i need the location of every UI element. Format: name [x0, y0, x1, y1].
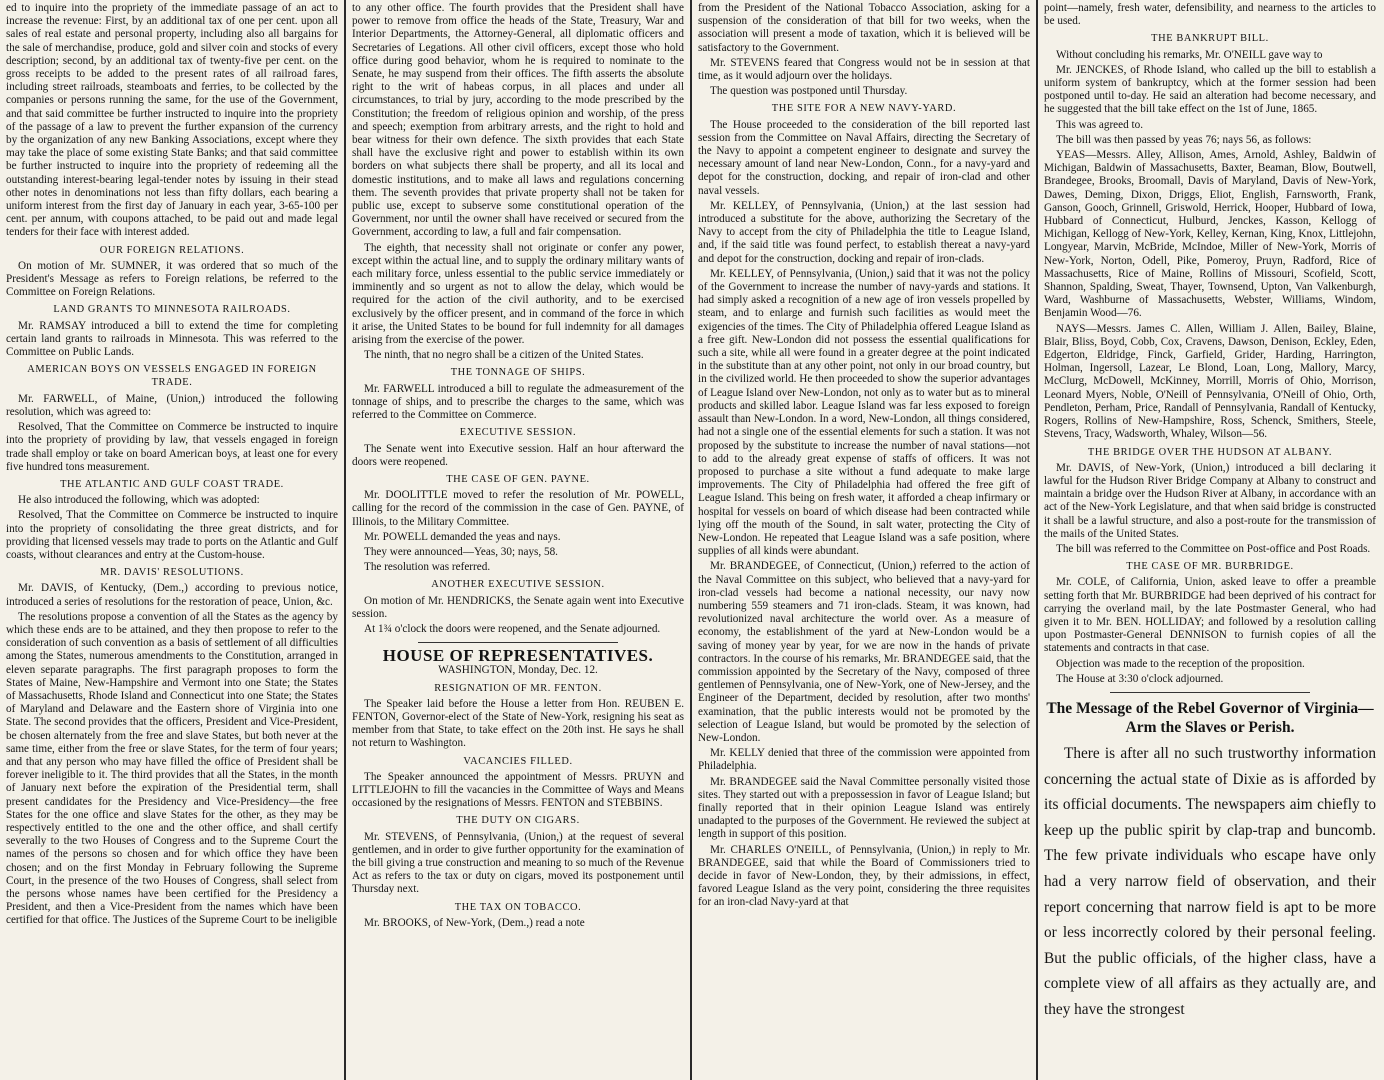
paragraph: Mr. KELLEY, of Pennsylvania, (Union,) said that it was not the policy of the Government to increase the number of navy-yards and stations. It had simply asked a recognition of a new age of iron vessels propelled by steam, and to enlarge and furnish such facilities as would meet the exigencies of the times. The City of Philadelphia offered League Island as a free gift. New-London did not possess the essential qualifications for such a site, while all were found in a greater degree at the point indicated in the substitute than at any other point, not only in our broad country, but in the civilized world. He then proceeded to show the superior advantages of League Island over New-London, not only as to water but as to mineral products and skilled labor. League Island was far less exposed to foreign assault than New-London. In a word, New-London, all things considered, had not a single one of the essential elements for such a station. It was not proposed by the substitute to increase the number of naval stations—not to add to the already great expense of staffs of officers. It was not proposed to purchase a site without a fund adequate to make large improvements. The City of Philadelphia had offered the free gift of League Island. This being on fresh water, it afforded a cheap infirmary or hospital for vessels on board of which disease had been contracted while lying off the mouth of the Sound, in salt water, protecting the City of New-London. He repeated that League Island was a safe position, where supplies of all kinds were abundant.: [698, 267, 1030, 558]
section-heading: THE DUTY ON CIGARS.: [456, 815, 580, 827]
paragraph: ed to inquire into the propriety of the immediate passage of an act to increase the revenue: First, by an additional tax of one per cent. upon all sales of real estate and personal property, including also all bargains for the sale of merchandise, produce, gold and silver coin and stocks of every description; second, by an additional tax of twenty-five per cent. on the gross receipts to be added to the present rates of all railroad fares, including street railroads, steamboats and ferries, to be collected by the companies or persons running the same, for the use of the Government, and that said committee be further instructed to inquire into the propriety of the passage of a law to prevent the further expansion of the currency by the organization of any new Banking Associations, except where they may take the place of some existing State Banks; and that said committee be further instructed to inquire into the propriety of redeeming all the outstanding interest-bearing legal-tender notes by issuing in their stead other notes in denominations not less than fifty dollars, each bearing a uniform interest from the first day of January in each year, 3-65-100 per cent. per annum, with coupons attached, to be paid out and made legal tenders for their face with interest added.: [6, 2, 338, 239]
section-heading: RESIGNATION OF MR. FENTON.: [434, 682, 602, 694]
paragraph: This was agreed to.: [1056, 118, 1143, 131]
paragraph: from the President of the National Tobacco Association, asking for a suspension of the consideration of that bill for two weeks, when the association will present a mode of taxation, which it is believed will be satisfactory to the Government.: [698, 2, 1030, 54]
paragraph: Mr. RAMSAY introduced a bill to extend the time for completing certain land grants to railroads in Minnesota. This was referred to the Committee on Public Lands.: [6, 319, 338, 359]
section-heading: THE BANKRUPT BILL.: [1151, 33, 1269, 45]
paragraph: On motion of Mr. SUMNER, it was ordered that so much of the President's Message as refers to Foreign relations, be referred to the Committee on Foreign Relations.: [6, 259, 338, 299]
paragraph: Mr. POWELL demanded the yeas and nays.: [364, 530, 561, 543]
editorial-title: The Message of the Rebel Governor of Virginia—Arm the Slaves or Perish.: [1046, 699, 1374, 736]
paragraph: Mr. DAVIS, of New-York, (Union,) introduced a bill declaring it lawful for the Hudson River Bridge Company at Albany to construct and maintain a bridge over the Hudson River at Albany, in accordance with an act of the New-York Legislature, and that when said bridge is constructed it shall be a lawful structure, and also a post-route for the transmission of the mails of the United States.: [1044, 461, 1376, 540]
section-heading: THE SITE FOR A NEW NAVY-YARD.: [771, 103, 957, 115]
paragraph: The question was postponed until Thursday.: [710, 85, 908, 98]
paragraph: The Speaker laid before the House a letter from Hon. REUBEN E. FENTON, Governor-elect of the State of New-York, resigning his seat as member from that State, to take effect on the 20th inst. He says he shall not return to Washington.: [352, 697, 684, 750]
section-heading: LAND GRANTS TO MINNESOTA RAILROADS.: [53, 304, 291, 316]
paragraph: The Speaker announced the appointment of Messrs. PRUYN and LITTLEJOHN to fill the vacancies in the Committee of Ways and Means occasioned by the resignations of Messrs. FENTON and STEBBINS.: [352, 770, 684, 810]
paragraph: Objection was made to the reception of the proposition.: [1056, 657, 1305, 670]
paragraph: NAYS—Messrs. James C. Allen, William J. Allen, Bailey, Blaine, Blair, Bliss, Boyd, Cobb, Cox, Cravens, Dawson, Denison, Eckley, Eden, Edgerton, Eldridge, Finck, Garfield, Grider, Harding, Harrington, Holman, Ingersoll, Lazear, Le Blond, Loan, Long, Mallory, Marcy, McClurg, McDowell, McKinney, Morrill, Morris of Ohio, Morrison, Leonard Myers, Noble, O'Neill of Pennsylvania, O'Neill of Ohio, Orth, Pendleton, Perham, Price, Randall of Pennsylvania, Randall of Kentucky, Rogers, Rollins of New-Hampshire, Ross, Schenck, Smithers, Steele, Stevens, Tracy, Wadsworth, Whaley, Wilson—56.: [1044, 322, 1376, 441]
paragraph: Mr. JENCKES, of Rhode Island, who called up the bill to establish a uniform system of bankruptcy, which at the former session had been postponed until to-day. He said an alteration had become necessary, and he suggested that the bill take effect on the 1st of June, 1865.: [1044, 63, 1376, 116]
section-heading: THE TONNAGE OF SHIPS.: [450, 367, 586, 379]
paragraph: The House proceeded to the consideration of the bill reported last session from the Committee on Naval Affairs, directing the Secretary of the Navy to appoint a competent engineer to designate and survey the necessary amount of land near New-London, Conn., for a navy-yard and depot for the construction, docking, and repair of iron-clad and other naval vessels.: [698, 118, 1030, 197]
column-2: [346, 0, 690, 1080]
paragraph: Mr. BRANDEGEE said the Naval Committee personally visited those sites. They started out with a prepossession in favor of League Island; but finally reported that in their opinion League Island was entirely unadapted to the purposes of the Government. He reviewed the subject at length in support of this position.: [698, 775, 1030, 841]
paragraph: The bill was referred to the Committee on Post-office and Post Roads.: [1056, 542, 1371, 555]
paragraph: Mr. KELLY denied that three of the commission were appointed from Philadelphia.: [698, 747, 1030, 773]
paragraph: On motion of Mr. HENDRICKS, the Senate again went into Executive session.: [352, 594, 684, 620]
paragraph: Mr. FARWELL, of Maine, (Union,) introduced the following resolution, which was agreed to:: [6, 392, 338, 418]
section-heading: THE CASE OF GEN. PAYNE.: [446, 473, 590, 485]
paragraph: Without concluding his remarks, Mr. O'NEILL gave way to: [1056, 48, 1323, 61]
paragraph: Mr. FARWELL introduced a bill to regulate the admeasurement of the tonnage of ships, and to prescribe the charges to the same, which was referred to the Committee on Commerce.: [352, 382, 684, 422]
paragraph: He also introduced the following, which was adopted:: [18, 494, 260, 507]
paragraph: The resolution was referred.: [364, 561, 491, 574]
column-1: [0, 0, 344, 1080]
section-separator: [418, 642, 617, 643]
section-heading: OUR FOREIGN RELATIONS.: [99, 244, 245, 256]
paragraph: Mr. BRANDEGEE, of Connecticut, (Union,) referred to the action of the Naval Committee on this subject, who believed that a navy-yard for iron-clad vessels had become a national necessity, our navy now numbering 559 steamers and 71 iron-clads. Steam, it was known, had revolutionized naval architecture the world over. As a measure of economy, the establishment of the yard at New-London would be a saving of money year by year, for we are now in the hands of private contractors. In the course of his remarks, Mr. BRANDEGEE said, that the commission appointed by the Secretary of the Navy, composed of three gentlemen of Pennsylvania, one of New-York, one of New-Jersey, and the Engineer of the Department, decided by resolution, after two months' examination, that the public interests would not be promoted by the selection of League Island, but would be promoted by the selection of New-London.: [698, 560, 1030, 744]
house-heading: HOUSE OF REPRESENTATIVES.: [382, 646, 654, 666]
section-heading: MR. DAVIS' RESOLUTIONS.: [100, 567, 244, 579]
column-3: [692, 0, 1036, 1080]
paragraph: to any other office. The fourth provides that the President shall have power to remove from office the heads of the State, Treasury, War and Interior Departments, the Attorney-General, all diplomatic officers and Secretaries of Legations. All other civil officers, except those who hold office during good behavior, whom he is required to nominate to the Senate, he may suspend from their offices. The fifth asserts the absolute right to the writ of habeas corpus, in all places and under all circumstances, to trial by jury, according to the mode prescribed by the Constitution; the freedom of religious opinion and worship, of the press and speech; exemption from arbitrary arrests, and the right to hold and bear witness for their own defence. The sixth provides that each State shall have the exclusive right and power to establish within its own borders on what subjects there shall be property, and all its local and domestic institutions, and to make all laws and regulations concerning them. The seventh provides that private property shall not be taken for public use, except to subserve some constitutional operation of the Government, nor until the owner shall have received or secured from the Government, according to law, a full and fair compensation.: [352, 2, 684, 239]
paragraph: YEAS—Messrs. Alley, Allison, Ames, Arnold, Ashley, Baldwin of Michigan, Baldwin of Massachusetts, Baxter, Beaman, Blow, Boutwell, Brandegee, Brooks, Broomall, Davis of Maryland, Davis of New-York, Dawes, Deming, Dixon, Driggs, Eliot, English, Farnsworth, Frank, Ganson, Gooch, Grinnell, Griswold, Herrick, Hooper, Hubbard of Iowa, Hubbard of Connecticut, Hulburd, Jenckes, Kasson, Kellogg of Michigan, Kellogg of New-York, Kelley, Kernan, King, Knox, Littlejohn, Longyear, Marvin, McBride, McIndoe, Miller of New-York, Morris of New-York, Norton, Odell, Pike, Pomeroy, Pruyn, Radford, Rice of Massachusetts, Rice of Maine, Rollins of Missouri, Scofield, Scott, Shannon, Spalding, Sweat, Thayer, Townsend, Upton, Van Valkenburgh, Ward, Washburne of Massachusetts, Webster, Williams, Windom, Benjamin Wood—76.: [1044, 149, 1376, 320]
section-heading: THE CASE OF MR. BURBRIDGE.: [1126, 561, 1294, 573]
paragraph: Mr. KELLEY, of Pennsylvania, (Union,) at the last session had introduced a substitute for the above, authorizing the Secretary of the Navy to accept from the city of Philadelphia the title to League Island, and, if the said title was found perfect, to establish thereat a navy-yard and depot for the construction, docking and repair of iron-clads.: [698, 199, 1030, 265]
section-heading: EXECUTIVE SESSION.: [459, 427, 577, 439]
paragraph: The bill was then passed by yeas 76; nays 56, as follows:: [1056, 133, 1312, 146]
paragraph: Mr. CHARLES O'NEILL, of Pennsylvania, (Union,) in reply to Mr. BRANDEGEE, said that while the Board of Commissioners tried to decide in favor of New-London, they, by their admissions, in effect, favored League Island as the very point, considering the three requisites for an iron-clad Navy-yard at that: [698, 843, 1030, 909]
paragraph: Resolved, That the Committee on Commerce be instructed to inquire into the propriety of consolidating the three great districts, and for providing that licensed vessels may trade to ports on the Atlantic and Gulf coasts, without clearances and entry at the Custom-house.: [6, 509, 338, 561]
paragraph: point—namely, fresh water, defensibility, and nearness to the articles to be used.: [1044, 2, 1376, 28]
paragraph: The House at 3:30 o'clock adjourned.: [1056, 672, 1224, 685]
section-heading: THE ATLANTIC AND GULF COAST TRADE.: [60, 478, 284, 490]
paragraph: The eighth, that necessity shall not originate or confer any power, except within the actual line, and to supply the ordinary military wants of each military force, unless essential to the public service immediately or imminently and so urgent as not to allow the delay, which would be required for the action of the civil authority, and to be exercised exclusively by the officer present, and in command of the force in which it arise, the United States to be bound for full indemnity for all damages arising from the exercise of the power.: [352, 241, 684, 347]
paragraph: Resolved, That the Committee on Commerce be instructed to inquire into the propriety of providing by law, that vessels engaged in foreign trade shall employ or take on board American boys, at least one for every five hundred tons measurement.: [6, 421, 338, 473]
paragraph: Mr. DOOLITTLE moved to refer the resolution of Mr. POWELL, calling for the record of the commission in the case of Gen. PAYNE, of Illinois, to the Military Committee.: [352, 489, 684, 528]
section-heading: VACANCIES FILLED.: [463, 755, 573, 767]
section-heading: THE TAX ON TOBACCO.: [454, 901, 582, 913]
paragraph: Mr. COLE, of California, Union, asked leave to offer a preamble setting forth that Mr. BURBRIDGE had been deprived of his contract for carrying the overland mail, by the late Postmaster General, who had given it to Mr. BEN. HOLLIDAY; and followed by a resolution calling upon Postmaster-General DENNISON to furnish copies of all the statements and contracts in that case.: [1044, 576, 1376, 655]
paragraph: Mr. BROOKS, of New-York, (Dem.,) read a note: [364, 916, 585, 929]
paragraph: At 1¾ o'clock the doors were reopened, and the Senate adjourned.: [364, 622, 661, 635]
section-heading: THE BRIDGE OVER THE HUDSON AT ALBANY.: [1087, 446, 1333, 458]
paragraph: Mr. STEVENS feared that Congress would not be in session at that time, as it would adjourn over the holidays.: [698, 56, 1030, 83]
section-separator: [1110, 692, 1309, 693]
dateline: WASHINGTON, Monday, Dec. 12.: [438, 664, 598, 677]
paragraph: The Senate went into Executive session. Half an hour afterward the doors were reopened.: [352, 442, 684, 468]
paragraph: The ninth, that no negro shall be a citizen of the United States.: [364, 349, 644, 362]
section-heading: AMERICAN BOYS ON VESSELS ENGAGED IN FOREIGN TRADE.: [27, 364, 317, 389]
paragraph: They were announced—Yeas, 30; nays, 58.: [364, 545, 558, 558]
paragraph: Mr. DAVIS, of Kentucky, (Dem.,) according to previous notice, introduced a series of resolutions for the restoration of peace, Union, &c.: [6, 582, 338, 608]
paragraph: The resolutions propose a convention of all the States as the agency by which these ends are to be attained, and they then propose to refer to the consideration of such convention as a basis of settlement of all difficulties among the States, numerous amendments to the Constitution, arranged in eleven separate paragraphs. The first paragraph proposes to form the States of Maine, New-Hampshire and Vermont into one State; the States of Massachusetts, Rhode Island and Connecticut into one State; the States of Maryland and Delaware and the Eastern shore of Virginia into one State. The second provides that the officers, President and Vice-President, be chosen alternately from the free and slave States, but both never at the same time, either from the free or slave States, for the term of four years; and that any person who may have filled the office of President shall be forever ineligible to it. The third provides that all the States, in the month of January next before the expiration of the Presidential term, shall present candidates for the Presidency and Vice-Presidency—the free States for the one office and slave States for the other, as they may be respectively entitled to the one and the other office, and shall certify severally to the two Houses of Congress and to the Supreme Court the names of the persons so chosen and for which office they have been chosen; and on the first Monday in February following the Supreme Court, in the presence of the two Houses of Congress, shall select from the persons whose names have been certified for the Presidency a President, and then a Vice-President from the names which have been certified for that office. The Justices of the Supreme Court to be ineligible: [6, 610, 338, 927]
editorial-paragraph: There is after all no such trustworthy information concerning the actual state of Dixie as is afforded by its official documents. The newspapers aim chiefly to keep up the public spirit by clap-trap and buncomb. The few private individuals who escape have only had a very narrow field of observation, and their report concerning that narrow field is apt to be more or less incorrectly colored by their personal feeling. But the public officials, of the higher class, have a complete view of all affairs as they actually are, and they have the strongest: [1044, 744, 1376, 1018]
paragraph: Mr. STEVENS, of Pennsylvania, (Union,) at the request of several gentlemen, and in order to give further opportunity for the examination of the bill giving a true construction and meaning to so much of the Revenue Act as refers to the tax or duty on cigars, moved its postponement until Thursday next.: [352, 830, 684, 896]
section-heading: ANOTHER EXECUTIVE SESSION.: [431, 579, 605, 591]
column-4: [1038, 0, 1382, 1080]
